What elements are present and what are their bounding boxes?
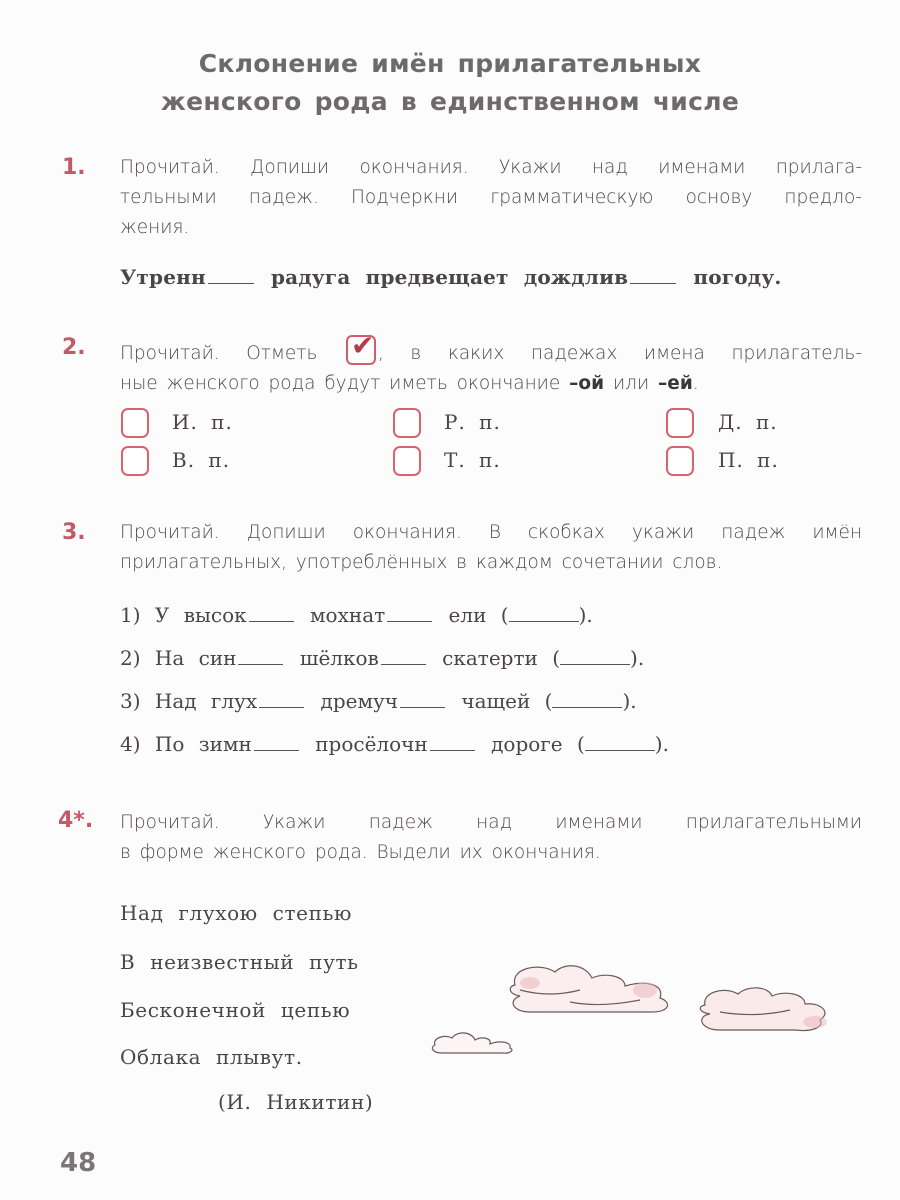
title-line-2: женского рода в единственном числе [160, 87, 740, 116]
cloud-icon [432, 966, 825, 1053]
ending-blank[interactable] [400, 707, 445, 708]
word: чащей [461, 689, 531, 713]
checkbox-genitive[interactable] [393, 408, 421, 438]
case-blank[interactable] [509, 621, 579, 622]
ending-blank[interactable] [254, 750, 299, 751]
ending-oy: –ой [569, 373, 605, 394]
instruction-text: или [604, 373, 659, 394]
instruction-line: в форме женского рода. Выдели их окончания. [120, 842, 601, 863]
ending-blank[interactable] [208, 283, 254, 284]
checkbox-nominative[interactable] [121, 408, 149, 438]
instruction-text: ные женского рода будут иметь окончание [120, 373, 570, 394]
word: скатерти [442, 646, 538, 670]
item-number: 1) [120, 603, 141, 627]
ending-blank[interactable] [249, 621, 294, 622]
exercise-3-item: 1) У высок мохнат ели ( ). [120, 603, 593, 627]
punctuation: ). [622, 689, 637, 713]
exercise-4-number: 4*. [58, 808, 94, 833]
word: дремуч [320, 689, 399, 713]
punctuation: ). [630, 646, 645, 670]
exercise-3-item: 3) Над глух дремуч чащей ( ). [120, 689, 637, 713]
poem-line: Бесконечной цепью [120, 998, 351, 1022]
title-line-1: Склонение имён прилагательных [198, 49, 702, 78]
instruction-text: Прочитай. Отметь [120, 343, 318, 364]
checkbox-instrumental[interactable] [393, 446, 421, 476]
option-label: И. п. [172, 410, 233, 434]
ending-blank[interactable] [430, 750, 475, 751]
option-label: В. п. [172, 448, 231, 472]
word: просёлочн [315, 732, 428, 756]
ending-ey: –ей [658, 373, 693, 394]
option-label: Т. п. [444, 448, 501, 472]
poem-line: Облака плывут. [120, 1045, 303, 1069]
word: погоду. [693, 265, 782, 289]
checkbox-accusative[interactable] [121, 446, 149, 476]
exercise-4-instruction [120, 808, 862, 868]
item-number: 4) [120, 732, 141, 756]
ending-blank[interactable] [630, 283, 676, 284]
ending-blank[interactable] [238, 664, 283, 665]
page-title [0, 45, 900, 121]
exercise-3-number: 3. [62, 520, 86, 545]
ending-blank[interactable] [259, 707, 304, 708]
option-label: Д. п. [718, 410, 778, 434]
instruction-text: , в каких падежах имена прилагатель- [377, 343, 862, 364]
exercise-1-instruction [120, 153, 862, 243]
punctuation: ). [654, 732, 669, 756]
exercise-3-item: 4) По зимн просёлочн дороге ( ). [120, 732, 669, 756]
word: Над глух [154, 689, 258, 713]
option-label: Р. п. [444, 410, 501, 434]
check-mark-icon: ✔ [346, 335, 376, 365]
instruction-line: тельными падеж. Подчеркни грамматическую основу предло- [120, 187, 862, 208]
word: По зимн [154, 732, 252, 756]
word: Утренн [120, 265, 206, 289]
word: шёлков [299, 646, 379, 670]
case-blank[interactable] [560, 664, 630, 665]
instruction-line: прилагательных, употреблённых в каждом сочетании слов. [120, 552, 723, 573]
exercise-2-number: 2. [62, 335, 86, 360]
word: радуга предвещает дождлив [270, 265, 629, 289]
instruction-line: Прочитай. Допиши окончания. В скобках укажи падеж имён [120, 522, 862, 543]
item-number: 2) [120, 646, 141, 670]
instruction-line: Прочитай. Допиши окончания. Укажи над именами прилага- [120, 157, 862, 178]
poem-line: В неизвестный путь [120, 950, 359, 974]
ending-blank[interactable] [381, 664, 426, 665]
instruction-line: Прочитай. Укажи падеж над именами прилагательными [120, 812, 862, 833]
checkbox-prepositional[interactable] [666, 446, 694, 476]
option-label: П. п. [718, 448, 779, 472]
instruction-text: . [692, 373, 699, 394]
item-number: 3) [120, 689, 141, 713]
word: У высок [154, 603, 247, 627]
word: дороге [491, 732, 563, 756]
ending-blank[interactable] [387, 621, 432, 622]
clouds-illustration [420, 950, 900, 1060]
page-number: 48 [60, 1148, 97, 1178]
punctuation: ). [578, 603, 593, 627]
word: На син [154, 646, 237, 670]
word: мохнат [309, 603, 386, 627]
exercise-1-number: 1. [62, 155, 86, 180]
checkbox-dative[interactable] [666, 408, 694, 438]
poem-author: (И. Никитин) [218, 1090, 374, 1114]
case-blank[interactable] [585, 750, 655, 751]
case-blank[interactable] [552, 707, 622, 708]
exercise-3-instruction [120, 518, 862, 578]
word: ели [448, 603, 487, 627]
exercise-3-item: 2) На син шёлков скатерти ( ). [120, 646, 645, 670]
exercise-2-instruction [120, 329, 862, 399]
poem-line: Над глухою степью [120, 901, 353, 925]
instruction-line: жения. [120, 217, 190, 238]
exercise-1-sentence [120, 265, 782, 289]
